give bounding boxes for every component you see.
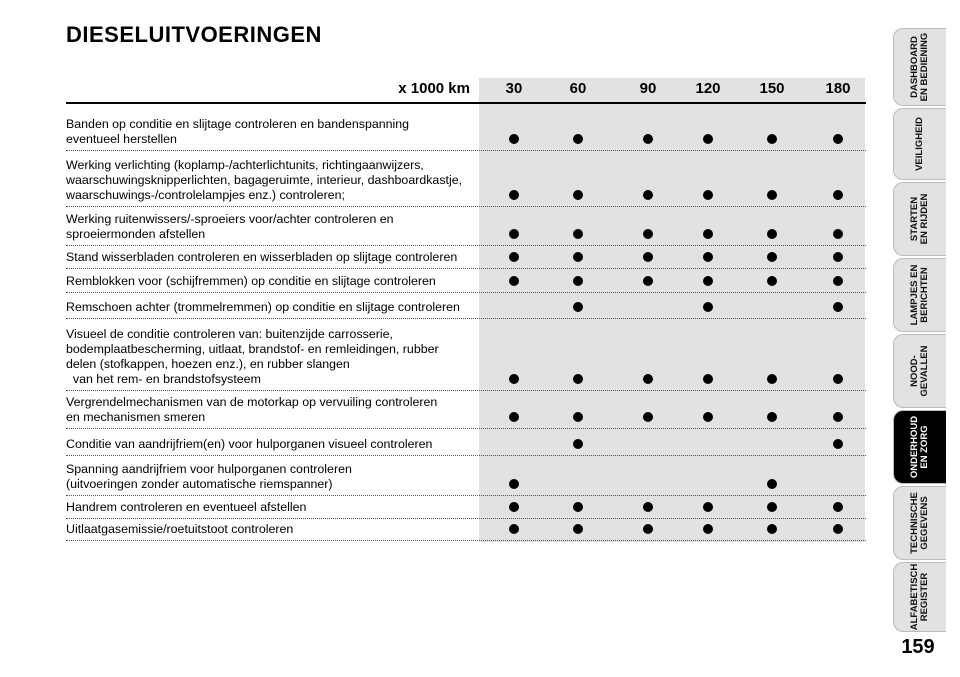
service-dot-30 — [509, 252, 519, 262]
row-description-line: Remschoen achter (trommelremmen) op conditie en slijtage controleren — [66, 300, 460, 314]
service-dot-120 — [703, 190, 713, 200]
row-description-line: Handrem controleren en eventueel afstellen — [66, 500, 307, 514]
row-description-line: Vergrendelmechanismen van de motorkap op vervuiling controleren — [66, 395, 438, 409]
km-header-label: x 1000 km — [398, 80, 470, 97]
service-dot-150 — [767, 524, 777, 534]
service-dot-150 — [767, 479, 777, 489]
chapter-tab-label-line: EN RIJDEN — [919, 193, 930, 245]
service-dot-120 — [703, 134, 713, 144]
service-dot-30 — [509, 502, 519, 512]
service-dot-150 — [767, 252, 777, 262]
chapter-tab-label — [910, 194, 930, 245]
row-description-line: van het rem- en brandstofsysteem — [66, 372, 261, 386]
service-dot-180 — [833, 190, 843, 200]
service-dot-180 — [833, 374, 843, 384]
page-title: DIESELUITVOERINGEN — [66, 22, 322, 47]
table-row — [66, 150, 866, 207]
chapter-tab-label-line: GEGEVENS — [919, 496, 930, 550]
row-description-line: sproeiermonden afstellen — [66, 227, 206, 241]
service-dot-60 — [573, 439, 583, 449]
chapter-tab-label — [910, 265, 930, 326]
km-column-60: 60 — [569, 80, 587, 97]
chapter-tab-label-line: EN BEDIENING — [919, 32, 930, 102]
table-row — [66, 318, 866, 391]
table-row — [66, 245, 866, 269]
table-row — [66, 206, 866, 246]
chapter-tab-dashboard[interactable] — [893, 28, 946, 106]
service-dot-60 — [573, 524, 583, 534]
table-row — [66, 428, 866, 456]
chapter-tab-onderhoud[interactable] — [893, 410, 946, 484]
service-dot-180 — [833, 439, 843, 449]
chapter-tab-label-line: DASHBOARD — [909, 36, 920, 98]
service-dot-60 — [573, 276, 583, 286]
chapter-tab-label-line: STARTEN — [909, 196, 920, 242]
service-dot-90 — [643, 502, 653, 512]
chapter-tab-starten[interactable] — [893, 182, 946, 256]
service-dot-60 — [573, 502, 583, 512]
row-description-line: bodemplaatbescherming, uitlaat, brandstof- en remleidingen, rubber — [66, 342, 439, 356]
row-description — [66, 250, 478, 265]
service-dot-180 — [833, 134, 843, 144]
table-row — [66, 495, 866, 519]
row-description — [66, 462, 478, 492]
service-dot-30 — [509, 229, 519, 239]
service-dot-150 — [767, 412, 777, 422]
row-description-line: Banden op conditie en slijtage controleren en bandenspanning — [66, 117, 410, 131]
chapter-tab-label-line: BERICHTEN — [919, 267, 930, 323]
row-description — [66, 437, 478, 452]
row-description-line: eventueel herstellen — [66, 132, 177, 146]
chapter-tab-label — [910, 416, 930, 478]
chapter-tab-label — [910, 345, 930, 396]
table-row — [66, 455, 866, 496]
row-description — [66, 522, 478, 537]
row-description-line: Spanning aandrijfriem voor hulporganen controleren — [66, 462, 352, 476]
service-dot-30 — [509, 412, 519, 422]
table-row — [66, 518, 866, 541]
chapter-tab-label-line: ONDERHOUD — [909, 415, 920, 479]
chapter-tab-label-line: GEVALLEN — [919, 345, 930, 397]
chapter-tab-label-line: LAMPJES EN — [909, 264, 920, 326]
chapter-tab-label — [915, 117, 925, 171]
service-dot-180 — [833, 229, 843, 239]
service-dot-90 — [643, 524, 653, 534]
row-description — [66, 158, 478, 203]
service-dot-120 — [703, 502, 713, 512]
service-dot-60 — [573, 374, 583, 384]
service-dot-180 — [833, 252, 843, 262]
row-description — [66, 212, 478, 242]
row-description-line: waarschuwingsknipperlichten, bagageruimte, interieur, dashboardkastje, — [66, 173, 463, 187]
service-dot-60 — [573, 252, 583, 262]
service-dot-60 — [573, 302, 583, 312]
service-dot-180 — [833, 502, 843, 512]
chapter-tab-lampjes-en[interactable] — [893, 258, 946, 332]
service-dot-30 — [509, 524, 519, 534]
service-dot-150 — [767, 134, 777, 144]
service-dot-120 — [703, 276, 713, 286]
chapter-tab-label-line: ALFABETISCH — [909, 563, 920, 631]
row-description-line: (uitvoeringen zonder automatische riemspanner) — [66, 477, 333, 491]
service-dot-90 — [643, 412, 653, 422]
service-dot-120 — [703, 412, 713, 422]
km-column-30: 30 — [505, 80, 523, 97]
row-description-line: en mechanismen smeren — [66, 410, 206, 424]
row-description — [66, 300, 478, 315]
service-dot-150 — [767, 276, 777, 286]
row-description-line: Werking verlichting (koplamp-/achterlichtunits, richtingaanwijzers, — [66, 158, 424, 172]
service-dot-30 — [509, 479, 519, 489]
chapter-tab-technische[interactable] — [893, 486, 946, 560]
row-description — [66, 395, 478, 425]
service-dot-30 — [509, 190, 519, 200]
service-dot-150 — [767, 374, 777, 384]
service-dot-90 — [643, 374, 653, 384]
chapter-tab-label — [910, 564, 930, 631]
chapter-tab-label-line: EN ZORG — [919, 425, 930, 469]
row-description-line: Remblokken voor (schijfremmen) op conditie en slijtage controleren — [66, 274, 436, 288]
row-description-line: Werking ruitenwissers/-sproeiers voor/achter controleren en — [66, 212, 394, 226]
service-dot-120 — [703, 524, 713, 534]
service-dot-90 — [643, 276, 653, 286]
service-dot-150 — [767, 229, 777, 239]
row-description — [66, 117, 478, 147]
chapter-tab-nood[interactable] — [893, 334, 946, 408]
service-dot-120 — [703, 252, 713, 262]
service-dot-90 — [643, 190, 653, 200]
chapter-tab-label — [910, 492, 930, 554]
chapter-tab-label-line: VEILIGHEID — [914, 117, 925, 171]
table-row — [66, 104, 866, 151]
chapter-tab-label — [910, 33, 930, 102]
table-row — [66, 268, 866, 293]
service-dot-180 — [833, 524, 843, 534]
km-column-180: 180 — [825, 80, 851, 97]
service-dot-30 — [509, 276, 519, 286]
table-row — [66, 292, 866, 319]
service-dot-30 — [509, 374, 519, 384]
km-column-150: 150 — [759, 80, 785, 97]
chapter-tab-label-line: TECHNISCHE — [909, 492, 920, 554]
row-description-line: Stand wisserbladen controleren en wisserbladen op slijtage controleren — [66, 250, 458, 264]
row-description-line: Uitlaatgasemissie/roetuitstoot controleren — [66, 522, 294, 536]
chapter-tab-veiligheid[interactable] — [893, 108, 946, 180]
row-description — [66, 500, 478, 515]
row-description — [66, 274, 478, 289]
service-dot-60 — [573, 229, 583, 239]
chapter-tab-label-line: NOOD- — [909, 355, 920, 387]
service-dot-180 — [833, 302, 843, 312]
row-description-line: Visueel de conditie controleren van: buitenzijde carrosserie, — [66, 327, 393, 341]
table-row — [66, 390, 866, 429]
service-dot-150 — [767, 502, 777, 512]
km-column-90: 90 — [639, 80, 657, 97]
row-description-line: Conditie van aandrijfriem(en) voor hulporganen visueel controleren — [66, 437, 433, 451]
service-dot-90 — [643, 252, 653, 262]
row-description-line: waarschuwings-/controlelampjes enz.) controleren; — [66, 188, 345, 202]
row-description — [66, 327, 478, 387]
km-column-120: 120 — [695, 80, 721, 97]
chapter-tab-label-line: REGISTER — [919, 572, 930, 622]
service-dot-90 — [643, 229, 653, 239]
row-description-line: delen (stofkappen, hoezen enz.), en rubber slangen — [66, 357, 350, 371]
service-dot-60 — [573, 190, 583, 200]
service-dot-120 — [703, 229, 713, 239]
service-dot-60 — [573, 412, 583, 422]
service-dot-90 — [643, 134, 653, 144]
chapter-tab-alfabetisch[interactable] — [893, 562, 946, 632]
service-dot-120 — [703, 374, 713, 384]
service-dot-180 — [833, 412, 843, 422]
service-dot-30 — [509, 134, 519, 144]
service-dot-60 — [573, 134, 583, 144]
page-number: 159 — [901, 636, 935, 658]
service-dot-120 — [703, 302, 713, 312]
service-dot-180 — [833, 276, 843, 286]
service-dot-150 — [767, 190, 777, 200]
